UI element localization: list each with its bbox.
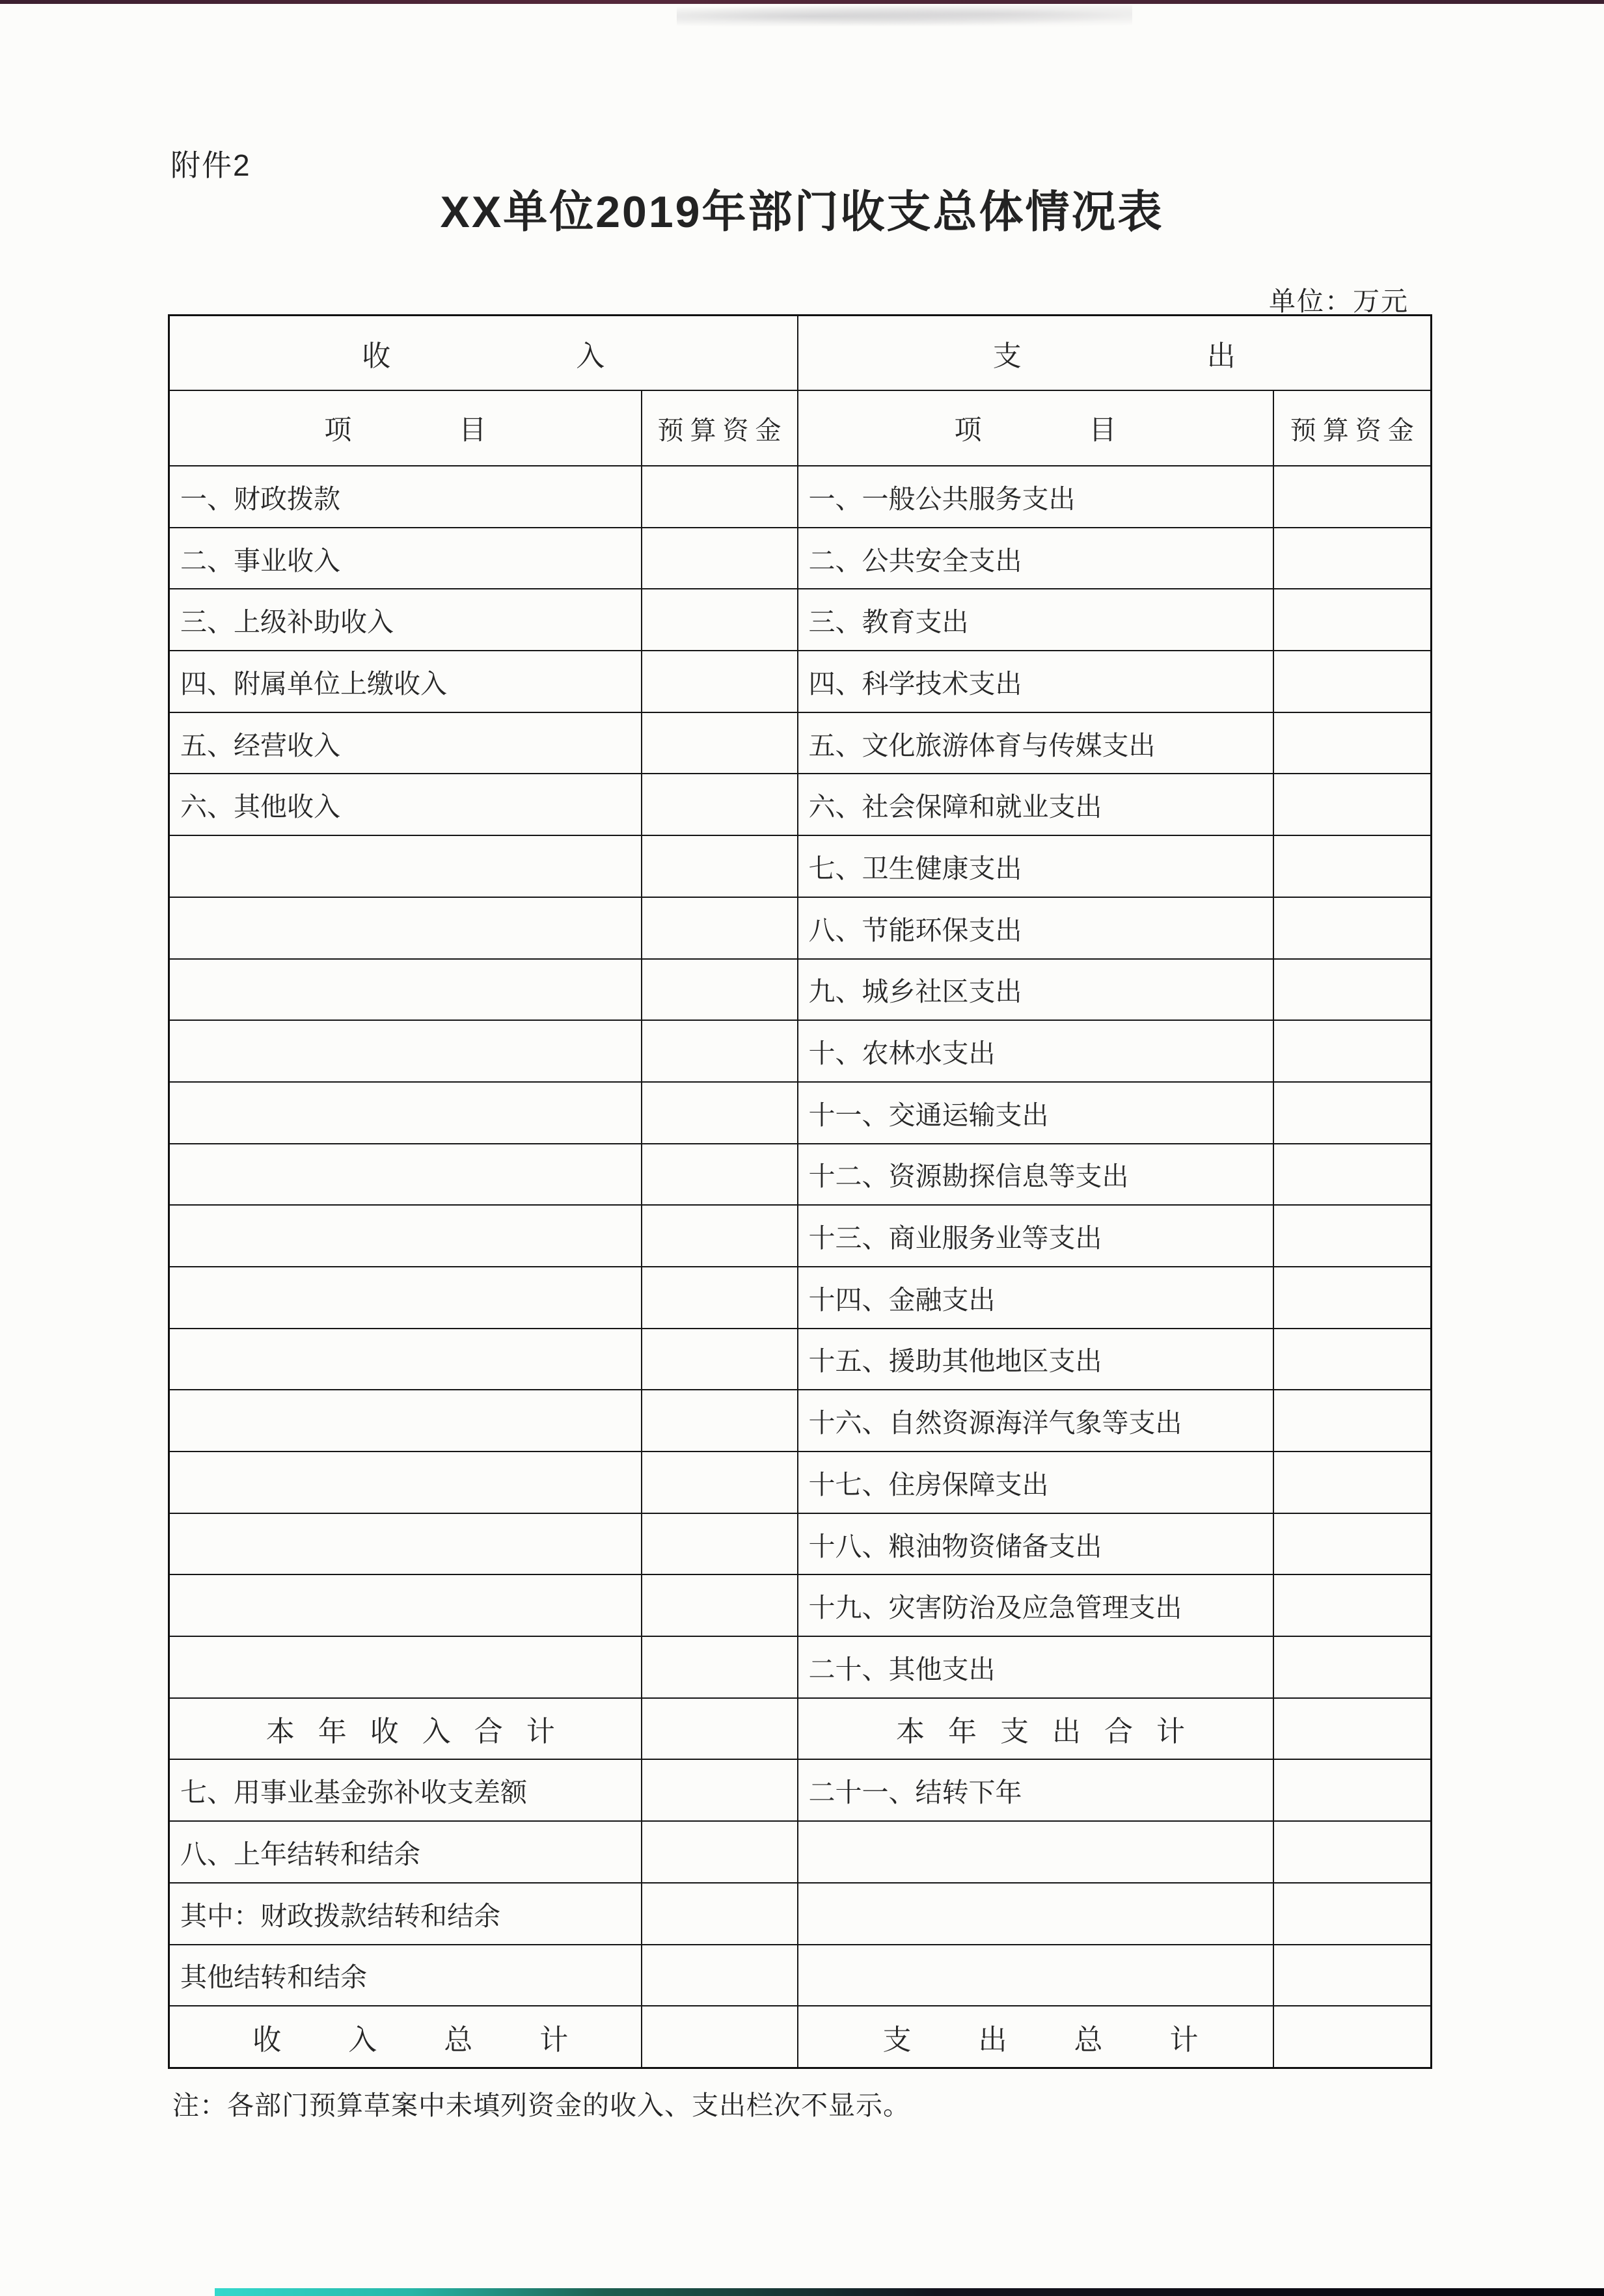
income-item-cell bbox=[169, 1082, 642, 1144]
expense-item-cell: 五、文化旅游体育与传媒支出 bbox=[798, 712, 1273, 774]
expense-item-cell: 二十一、结转下年 bbox=[798, 1759, 1273, 1821]
expense-value-cell bbox=[1273, 1574, 1432, 1636]
expense-value-cell bbox=[1273, 1020, 1432, 1082]
expense-item-cell: 十一、交通运输支出 bbox=[798, 1082, 1273, 1144]
budget-table bbox=[168, 314, 1432, 2069]
income-budget-column-header: 预算资金 bbox=[657, 416, 788, 445]
income-item-cell bbox=[169, 1513, 642, 1575]
expense-value-cell bbox=[1273, 1945, 1432, 2006]
income-item-cell: 三、上级补助收入 bbox=[169, 589, 642, 651]
expense-item-cell: 十三、商业服务业等支出 bbox=[798, 1205, 1273, 1267]
expense-item-column-header: 项目 bbox=[954, 414, 1224, 445]
expense-item-cell: 十、农林水支出 bbox=[798, 1020, 1273, 1082]
income-value-cell bbox=[642, 1267, 798, 1329]
expense-item-cell: 六、社会保障和就业支出 bbox=[798, 774, 1273, 835]
income-year-total-cell-label: 本年收入合计 bbox=[265, 1716, 578, 1748]
expense-item-cell: 十九、灾害防治及应急管理支出 bbox=[798, 1574, 1273, 1636]
table-row bbox=[169, 1329, 1432, 1390]
expense-grand-total-value bbox=[1273, 2006, 1432, 2068]
table-row bbox=[169, 1513, 1432, 1575]
scan-artifact-smudge bbox=[677, 5, 1132, 27]
table-row bbox=[169, 1020, 1432, 1082]
income-value-cell bbox=[642, 1205, 798, 1267]
expense-budget-column-header: 预算资金 bbox=[1290, 416, 1420, 445]
table-row bbox=[169, 651, 1432, 712]
income-item-cell bbox=[169, 1636, 642, 1698]
scan-artifact-bottom-edge bbox=[215, 2288, 1604, 2296]
income-value-cell bbox=[642, 466, 798, 528]
income-section-header: 收入 bbox=[362, 340, 791, 372]
expense-year-total-value bbox=[1273, 1698, 1432, 1760]
table-row bbox=[169, 589, 1432, 651]
income-value-cell bbox=[642, 1945, 798, 2006]
income-value-cell bbox=[642, 774, 798, 835]
attachment-label: 附件2 bbox=[170, 148, 251, 182]
expense-value-cell bbox=[1273, 712, 1432, 774]
table-row bbox=[169, 1883, 1432, 1945]
year-total-row bbox=[169, 1698, 1432, 1760]
expense-value-cell bbox=[1273, 1759, 1432, 1821]
expense-year-total-cell-label: 本年支出合计 bbox=[896, 1716, 1208, 1748]
income-item-cell: 六、其他收入 bbox=[169, 774, 642, 835]
expense-item-cell: 十七、住房保障支出 bbox=[798, 1452, 1273, 1513]
income-item-cell: 四、附属单位上缴收入 bbox=[169, 651, 642, 712]
income-item-cell bbox=[169, 897, 642, 959]
income-section-header-cell bbox=[169, 316, 798, 391]
expense-value-cell bbox=[1273, 466, 1432, 528]
income-value-cell bbox=[642, 897, 798, 959]
expense-budget-column-header-cell bbox=[1273, 390, 1432, 466]
table-row bbox=[169, 1759, 1432, 1821]
table-row bbox=[169, 1574, 1432, 1636]
table-row bbox=[169, 1082, 1432, 1144]
expense-value-cell bbox=[1273, 1267, 1432, 1329]
income-item-cell: 八、上年结转和结余 bbox=[169, 1821, 642, 1883]
expense-value-cell bbox=[1273, 1205, 1432, 1267]
income-value-cell bbox=[642, 1821, 798, 1883]
table-row bbox=[169, 528, 1432, 589]
income-item-cell bbox=[169, 835, 642, 897]
table-row bbox=[169, 897, 1432, 959]
scan-artifact-top-edge bbox=[0, 0, 1604, 4]
income-budget-column-header-cell bbox=[642, 390, 798, 466]
expense-value-cell bbox=[1273, 897, 1432, 959]
expense-value-cell bbox=[1273, 774, 1432, 835]
income-item-column-header-cell bbox=[169, 390, 642, 466]
income-item-cell bbox=[169, 1574, 642, 1636]
income-value-cell bbox=[642, 651, 798, 712]
income-item-cell: 二、事业收入 bbox=[169, 528, 642, 589]
income-item-cell: 其中：财政拨款结转和结余 bbox=[169, 1883, 642, 1945]
income-item-cell bbox=[169, 1020, 642, 1082]
expense-item-cell: 七、卫生健康支出 bbox=[798, 835, 1273, 897]
expense-item-cell bbox=[798, 1821, 1273, 1883]
table-row bbox=[169, 835, 1432, 897]
income-item-cell bbox=[169, 1205, 642, 1267]
income-item-cell: 七、用事业基金弥补收支差额 bbox=[169, 1759, 642, 1821]
expense-value-cell bbox=[1273, 1082, 1432, 1144]
expense-item-cell: 九、城乡社区支出 bbox=[798, 959, 1273, 1021]
income-grand-total-cell-label: 收入总计 bbox=[252, 2023, 636, 2056]
income-value-cell bbox=[642, 1513, 798, 1575]
income-item-column-header: 项目 bbox=[324, 414, 594, 445]
income-item-cell bbox=[169, 1329, 642, 1390]
income-value-cell bbox=[642, 835, 798, 897]
table-row bbox=[169, 959, 1432, 1021]
income-value-cell bbox=[642, 1082, 798, 1144]
expense-item-cell: 八、节能环保支出 bbox=[798, 897, 1273, 959]
income-item-cell: 五、经营收入 bbox=[169, 712, 642, 774]
expense-section-header: 支出 bbox=[992, 340, 1421, 372]
income-value-cell bbox=[642, 1329, 798, 1390]
expense-value-cell bbox=[1273, 1144, 1432, 1206]
expense-value-cell bbox=[1273, 589, 1432, 651]
income-value-cell bbox=[642, 1144, 798, 1206]
expense-value-cell bbox=[1273, 1452, 1432, 1513]
table-row bbox=[169, 1390, 1432, 1452]
table-row bbox=[169, 1144, 1432, 1206]
expense-item-column-header-cell bbox=[798, 390, 1273, 466]
expense-item-cell: 十六、自然资源海洋气象等支出 bbox=[798, 1390, 1273, 1452]
income-item-cell bbox=[169, 1144, 642, 1206]
table-row bbox=[169, 1205, 1432, 1267]
note-text: 注：各部门预算草案中未填列资金的收入、支出栏次不显示。 bbox=[172, 2090, 910, 2120]
expense-section-header-cell bbox=[798, 316, 1432, 391]
expense-year-total-cell bbox=[798, 1698, 1273, 1760]
income-value-cell bbox=[642, 1020, 798, 1082]
table-row bbox=[169, 1945, 1432, 2006]
expense-item-cell bbox=[798, 1883, 1273, 1945]
expense-value-cell bbox=[1273, 1513, 1432, 1575]
table-row bbox=[169, 1636, 1432, 1698]
page-title: XX单位2019年部门收支总体情况表 bbox=[440, 187, 1164, 237]
expense-item-cell: 二、公共安全支出 bbox=[798, 528, 1273, 589]
income-grand-total-cell bbox=[169, 2006, 642, 2068]
expense-value-cell bbox=[1273, 1390, 1432, 1452]
income-value-cell bbox=[642, 1883, 798, 1945]
table-row bbox=[169, 1267, 1432, 1329]
expense-value-cell bbox=[1273, 1329, 1432, 1390]
section-header-row bbox=[169, 316, 1432, 391]
income-value-cell bbox=[642, 1452, 798, 1513]
income-item-cell bbox=[169, 1390, 642, 1452]
income-value-cell bbox=[642, 1636, 798, 1698]
table-row bbox=[169, 712, 1432, 774]
expense-value-cell bbox=[1273, 835, 1432, 897]
expense-item-cell: 四、科学技术支出 bbox=[798, 651, 1273, 712]
table-row bbox=[169, 466, 1432, 528]
income-item-cell bbox=[169, 959, 642, 1021]
expense-grand-total-cell bbox=[798, 2006, 1273, 2068]
expense-item-cell: 十八、粮油物资储备支出 bbox=[798, 1513, 1273, 1575]
income-item-cell bbox=[169, 1452, 642, 1513]
income-item-cell: 其他结转和结余 bbox=[169, 1945, 642, 2006]
expense-value-cell bbox=[1273, 528, 1432, 589]
income-year-total-cell bbox=[169, 1698, 642, 1760]
expense-item-cell: 十五、援助其他地区支出 bbox=[798, 1329, 1273, 1390]
income-grand-total-value bbox=[642, 2006, 798, 2068]
expense-item-cell: 一、一般公共服务支出 bbox=[798, 466, 1273, 528]
expense-value-cell bbox=[1273, 1821, 1432, 1883]
expense-grand-total-cell-label: 支出总计 bbox=[882, 2023, 1266, 2056]
income-item-cell: 一、财政拨款 bbox=[169, 466, 642, 528]
income-value-cell bbox=[642, 589, 798, 651]
expense-item-cell: 十二、资源勘探信息等支出 bbox=[798, 1144, 1273, 1206]
table-row bbox=[169, 1452, 1432, 1513]
unit-label: 单位：万元 bbox=[1269, 286, 1409, 316]
income-value-cell bbox=[642, 1574, 798, 1636]
income-item-cell bbox=[169, 1267, 642, 1329]
table-row bbox=[169, 1821, 1432, 1883]
expense-value-cell bbox=[1273, 1883, 1432, 1945]
income-value-cell bbox=[642, 712, 798, 774]
income-value-cell bbox=[642, 1390, 798, 1452]
table-row bbox=[169, 774, 1432, 835]
expense-item-cell: 三、教育支出 bbox=[798, 589, 1273, 651]
income-year-total-value bbox=[642, 1698, 798, 1760]
expense-value-cell bbox=[1273, 651, 1432, 712]
income-value-cell bbox=[642, 959, 798, 1021]
income-value-cell bbox=[642, 528, 798, 589]
grand-total-row bbox=[169, 2006, 1432, 2068]
expense-value-cell bbox=[1273, 959, 1432, 1021]
expense-item-cell: 十四、金融支出 bbox=[798, 1267, 1273, 1329]
column-header-row bbox=[169, 390, 1432, 466]
expense-item-cell bbox=[798, 1945, 1273, 2006]
income-value-cell bbox=[642, 1759, 798, 1821]
expense-value-cell bbox=[1273, 1636, 1432, 1698]
expense-item-cell: 二十、其他支出 bbox=[798, 1636, 1273, 1698]
